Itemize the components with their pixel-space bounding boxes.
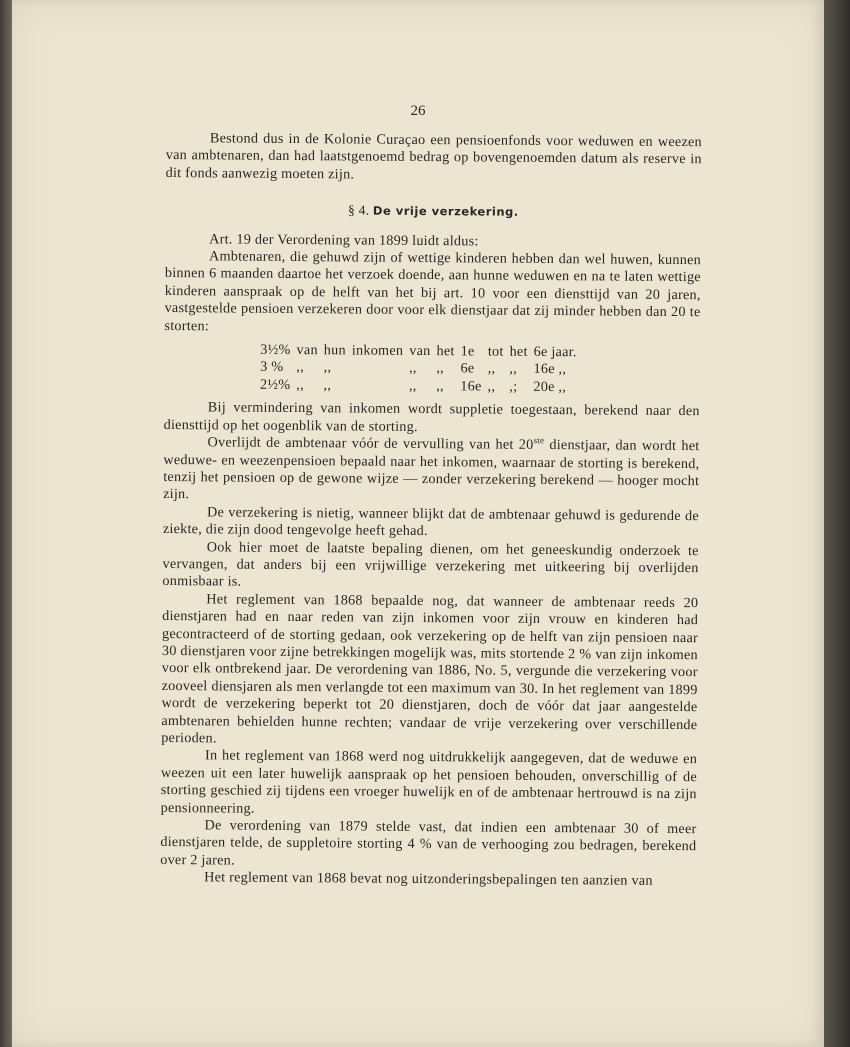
rate-cell: ,, [487, 378, 496, 395]
rate-cell [349, 360, 407, 378]
rate-cell: tot [487, 343, 504, 360]
rate-cell: 16e ,, [533, 361, 567, 378]
rate-cell: 6e [460, 360, 475, 377]
rate-cell: van [409, 342, 431, 360]
rate-percent: 2½% [259, 376, 291, 393]
rate-cell: ,, [296, 359, 305, 376]
rate-cell: ,, [509, 361, 518, 378]
rate-cell: ,, [436, 360, 445, 377]
paragraph-overlijdt [163, 434, 700, 508]
rate-cell: 6e jaar. [533, 343, 577, 361]
ordinal-superscript: ste [533, 435, 545, 446]
rate-cell: 16e [460, 378, 482, 395]
rate-cell: ,; [509, 378, 518, 395]
rate-cell: ,, [436, 378, 444, 395]
rate-cell: het [436, 343, 455, 360]
section-number: § 4. [348, 202, 370, 218]
paragraph-verzekering: De verzekering is nietig, wanneer blijkt dat de ambtenaar gehuwd is gedurende de ziekte, die zijn dood tengevolge heeft gehad. [162, 504, 700, 540]
rates-row [257, 377, 580, 397]
paragraph-reglement-1868: Het reglement van 1868 bepaalde nog, dat wanneer de ambtenaar reeds 20 dienstjaren had en naar reden van zijn inkomen voor zijn vrouw en kinderen had gecontracteerd of de storting gedaan, ook verzekering op de helft van zijn pensioen naar 30 dienstjaren voor zijne betrekkingen mogelijk was, mits stortende 2 % van zijn inkomen voor elk ontbrekend jaar. De verordening van 1886, No. 5, vergunde die verzekering voor zooveel diensjaren als men verlangde tot een maximum van 30. In het reglement van 1899 wordt de verzekering beperkt tot 20 dienstjaren, doch de vóór dat jaar aangestelde ambtenaren behielden hunne rechten; vandaar de vrije verzekering over verschillende perioden. [161, 591, 699, 747]
overlijdt-text: Overlijdt de ambtenaar vóór de vervulling van het 20 [207, 434, 534, 453]
rate-cell: hun [323, 342, 346, 359]
page-number: 26 [410, 103, 426, 119]
rate-cell [349, 377, 407, 395]
paragraph-last: Het reglement van 1868 bevat nog uitzonderingsbepalingen ten aanzien van [204, 869, 653, 890]
rate-cell: het [509, 343, 528, 360]
rate-percent: 3 % [260, 359, 284, 376]
rate-cell: 1e [460, 343, 475, 360]
rate-cell: ,, [323, 359, 332, 376]
rate-cell: 20e ,, [533, 378, 567, 396]
rates-row [257, 342, 580, 362]
rate-cell: ,, [408, 377, 417, 394]
paragraph-art: Art. 19 der Verordening van 1899 luidt aldus: [209, 230, 479, 250]
rate-cell: inkomen [351, 342, 404, 359]
rate-cell: ,, [409, 360, 417, 377]
page-body [160, 130, 702, 891]
paragraph-intro: Bestond dus in de Kolonie Curaçao een pensioenfonds voor weduwen en weezen van ambtenaren, dan had laatstgenoemd bedrag op bovengenoemden datum als reserve in dit fonds aanwezig moeten zijn. [165, 130, 702, 183]
rate-cell: ,, [296, 376, 304, 393]
paragraph-ook: Ook hier moet de laatste bepaling dienen, om het geneeskundig onderzoek te vervangen, dat anders bij een vrijwillige verzekering met uitkeering bij overlijden onmisbaar is. [162, 538, 699, 590]
section-title: De vrije verzekering. [372, 203, 519, 219]
paragraph-bij: Bij vermindering van inkomen wordt suppletie toegestaan, berekend naar den diensttijd op het oogenblik van de storting. [163, 399, 700, 435]
book-spine-shadow [0, 0, 12, 1047]
paragraph-in-het: In het reglement van 1868 werd nog uitdrukkelijk aangegeven, dat de weduwe en weezen uit een later huwelijk aanspraak op het pensioen behouden, onverschillig of de storting geschied zij tijdens een vroeger huwelijk en of de ambtenaar hertrouwd is na zijn pensionneering. [160, 747, 698, 817]
paragraph-quote: Ambtenaren, die gehuwd zijn of wettige kinderen hebben dan wel huwen, kunnen binnen 6 maanden daartoe het verzoek doende, aan hunne weduwen en na te laten wettige kinderen aanspraak op de helft van het bij art. 10 voor een diensttijd van 20 jaren, vastgestelde pensioen verzekeren door voor elk dienstjaar dat zij minder hebben dan 20 te storten: [164, 248, 702, 334]
rate-percent: 3½% [260, 341, 291, 359]
overlijdt-text-rest: dienstjaar, dan wordt het weduwe- en weezenpensioen bepaald naar het inkomen, waarnaar de storting is berekend, tenzij het pensioen op de gewone wijze — zonder verzekering berekend — hooger mocht zijn. [163, 437, 700, 503]
rate-cell: van [296, 342, 318, 359]
document-page [12, 0, 824, 1047]
page-right-edge-shadow [824, 0, 850, 1047]
rate-cell: ,, [323, 377, 332, 394]
paragraph-1879: De verordening van 1879 stelde vast, dat indien een ambtenaar 30 of meer dienstjaren telde, de suppletoire storting 4 % van de verhooging zou bedragen, berekend over 2 jaren. [160, 817, 697, 869]
rate-cell: ,, [487, 361, 496, 378]
rates-table [257, 342, 580, 397]
section-heading [165, 200, 701, 223]
